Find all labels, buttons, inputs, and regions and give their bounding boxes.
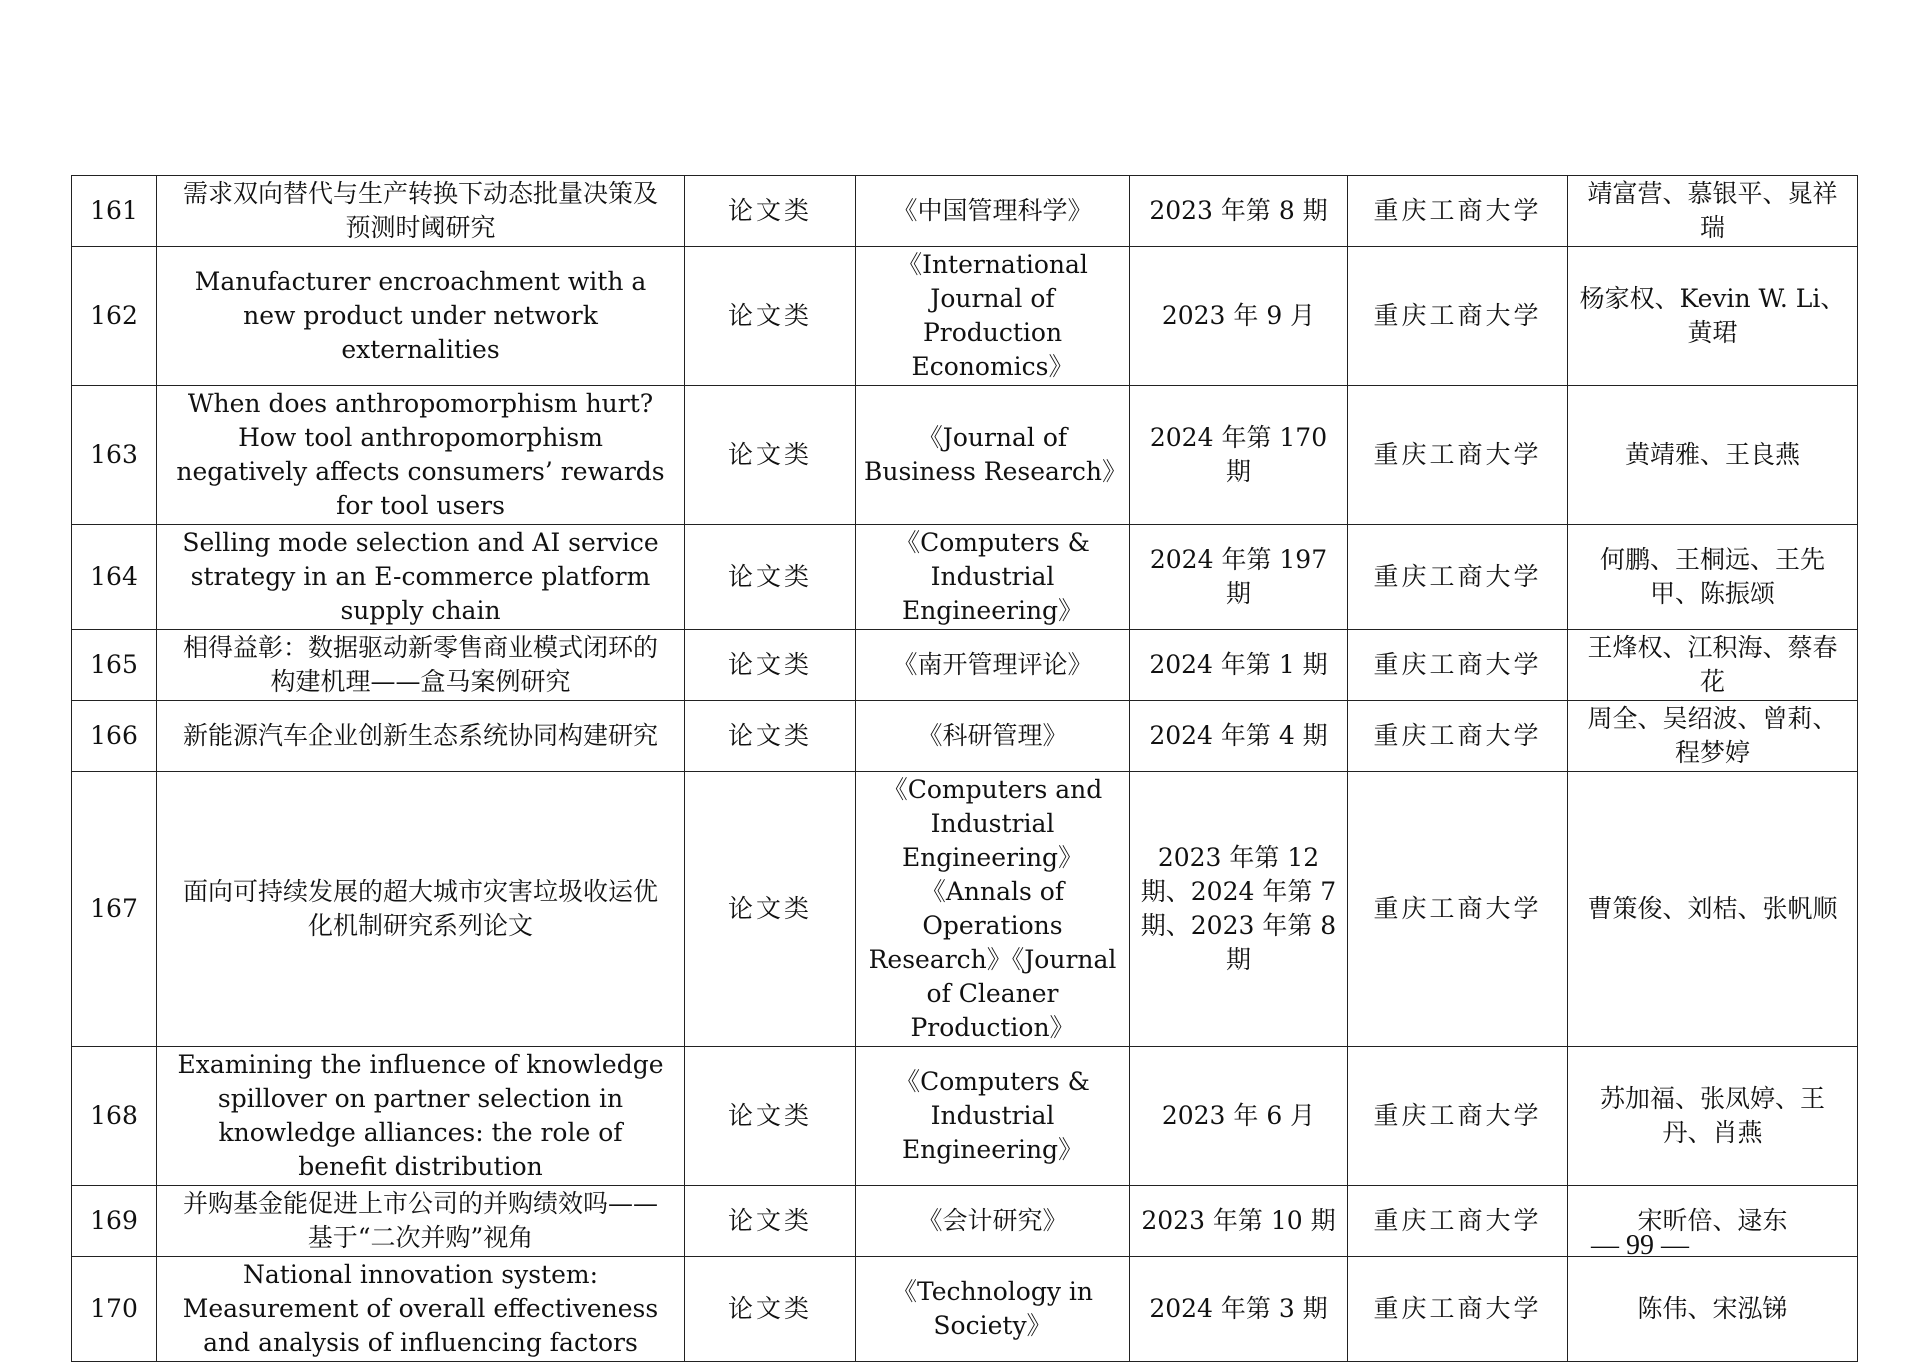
cell-category: 论文类	[685, 630, 856, 701]
cell-issue: 2023 年 9 月	[1130, 247, 1348, 386]
cell-category: 论文类	[685, 176, 856, 247]
cell-unit: 重庆工商大学	[1348, 386, 1568, 525]
cell-title: 新能源汽车企业创新生态系统协同构建研究	[157, 701, 685, 772]
page-number: — 99 —	[1591, 1230, 1689, 1261]
cell-issue: 2023 年第 8 期	[1130, 176, 1348, 247]
cell-journal: 《会计研究》	[856, 1186, 1130, 1257]
cell-issue: 2023 年 6 月	[1130, 1047, 1348, 1186]
cell-category: 论文类	[685, 1047, 856, 1186]
cell-authors: 靖富营、慕银平、晁祥瑞	[1568, 176, 1858, 247]
cell-authors: 何鹏、王桐远、王先甲、陈振颂	[1568, 525, 1858, 630]
cell-category: 论文类	[685, 1257, 856, 1362]
cell-issue: 2023 年第 12 期、2024 年第 7 期、2023 年第 8 期	[1130, 772, 1348, 1047]
cell-unit: 重庆工商大学	[1348, 701, 1568, 772]
cell-number: 170	[72, 1257, 157, 1362]
table-row	[72, 630, 1858, 701]
table-row	[72, 1047, 1858, 1186]
cell-unit: 重庆工商大学	[1348, 176, 1568, 247]
cell-number: 163	[72, 386, 157, 525]
cell-title: 面向可持续发展的超大城市灾害垃圾收运优化机制研究系列论文	[157, 772, 685, 1047]
cell-category: 论文类	[685, 772, 856, 1047]
cell-number: 169	[72, 1186, 157, 1257]
cell-issue: 2024 年第 197 期	[1130, 525, 1348, 630]
cell-authors: 黄靖雅、王良燕	[1568, 386, 1858, 525]
cell-title: 需求双向替代与生产转换下动态批量决策及预测时阈研究	[157, 176, 685, 247]
table-row	[72, 386, 1858, 525]
cell-journal: 《科研管理》	[856, 701, 1130, 772]
cell-category: 论文类	[685, 386, 856, 525]
cell-authors: 杨家权、Kevin W. Li、黄珺	[1568, 247, 1858, 386]
cell-title: When does anthropomorphism hurt? How tool anthropomorphism negatively affects consumers’ rewards for tool users	[157, 386, 685, 525]
cell-journal: 《Computers & Industrial Engineering》	[856, 525, 1130, 630]
cell-number: 161	[72, 176, 157, 247]
cell-authors: 宋昕倍、逯东	[1568, 1186, 1858, 1257]
cell-unit: 重庆工商大学	[1348, 247, 1568, 386]
cell-unit: 重庆工商大学	[1348, 1047, 1568, 1186]
cell-title: Manufacturer encroachment with a new product under network externalities	[157, 247, 685, 386]
cell-unit: 重庆工商大学	[1348, 1186, 1568, 1257]
cell-journal: 《Journal of Business Research》	[856, 386, 1130, 525]
cell-issue: 2023 年第 10 期	[1130, 1186, 1348, 1257]
cell-unit: 重庆工商大学	[1348, 630, 1568, 701]
table-row	[72, 1257, 1858, 1362]
cell-number: 164	[72, 525, 157, 630]
cell-title: Selling mode selection and AI service strategy in an E-commerce platform supply chain	[157, 525, 685, 630]
cell-unit: 重庆工商大学	[1348, 1257, 1568, 1362]
cell-journal: 《中国管理科学》	[856, 176, 1130, 247]
cell-journal: 《南开管理评论》	[856, 630, 1130, 701]
cell-authors: 周全、吴绍波、曾莉、程梦婷	[1568, 701, 1858, 772]
cell-category: 论文类	[685, 1186, 856, 1257]
cell-title: 并购基金能促进上市公司的并购绩效吗——基于“二次并购”视角	[157, 1186, 685, 1257]
cell-title: 相得益彰：数据驱动新零售商业模式闭环的构建机理——盒马案例研究	[157, 630, 685, 701]
table-row	[72, 176, 1858, 247]
achievements-table	[71, 175, 1858, 1362]
cell-category: 论文类	[685, 247, 856, 386]
cell-unit: 重庆工商大学	[1348, 772, 1568, 1047]
cell-journal: 《Technology in Society》	[856, 1257, 1130, 1362]
cell-issue: 2024 年第 3 期	[1130, 1257, 1348, 1362]
cell-issue: 2024 年第 1 期	[1130, 630, 1348, 701]
cell-number: 167	[72, 772, 157, 1047]
cell-title: Examining the influence of knowledge spillover on partner selection in knowledge alliances: the role of benefit distribution	[157, 1047, 685, 1186]
cell-number: 168	[72, 1047, 157, 1186]
cell-authors: 陈伟、宋泓锑	[1568, 1257, 1858, 1362]
cell-unit: 重庆工商大学	[1348, 525, 1568, 630]
table-row	[72, 772, 1858, 1047]
cell-journal: 《International Journal of Production Economics》	[856, 247, 1130, 386]
cell-category: 论文类	[685, 525, 856, 630]
cell-title: National innovation system: Measurement of overall effectiveness and analysis of influencing factors	[157, 1257, 685, 1362]
cell-issue: 2024 年第 170 期	[1130, 386, 1348, 525]
cell-authors: 曹策俊、刘桔、张帆顺	[1568, 772, 1858, 1047]
cell-issue: 2024 年第 4 期	[1130, 701, 1348, 772]
cell-category: 论文类	[685, 701, 856, 772]
cell-number: 166	[72, 701, 157, 772]
cell-number: 165	[72, 630, 157, 701]
cell-journal: 《Computers and Industrial Engineering》《Annals of Operations Research》《Journal of Cleaner Production》	[856, 772, 1130, 1047]
cell-number: 162	[72, 247, 157, 386]
cell-authors: 苏加福、张凤婷、王丹、肖燕	[1568, 1047, 1858, 1186]
cell-journal: 《Computers & Industrial Engineering》	[856, 1047, 1130, 1186]
table-body	[72, 176, 1858, 1362]
cell-authors: 王烽权、江积海、蔡春花	[1568, 630, 1858, 701]
table-row	[72, 525, 1858, 630]
table-row	[72, 701, 1858, 772]
table-row	[72, 247, 1858, 386]
